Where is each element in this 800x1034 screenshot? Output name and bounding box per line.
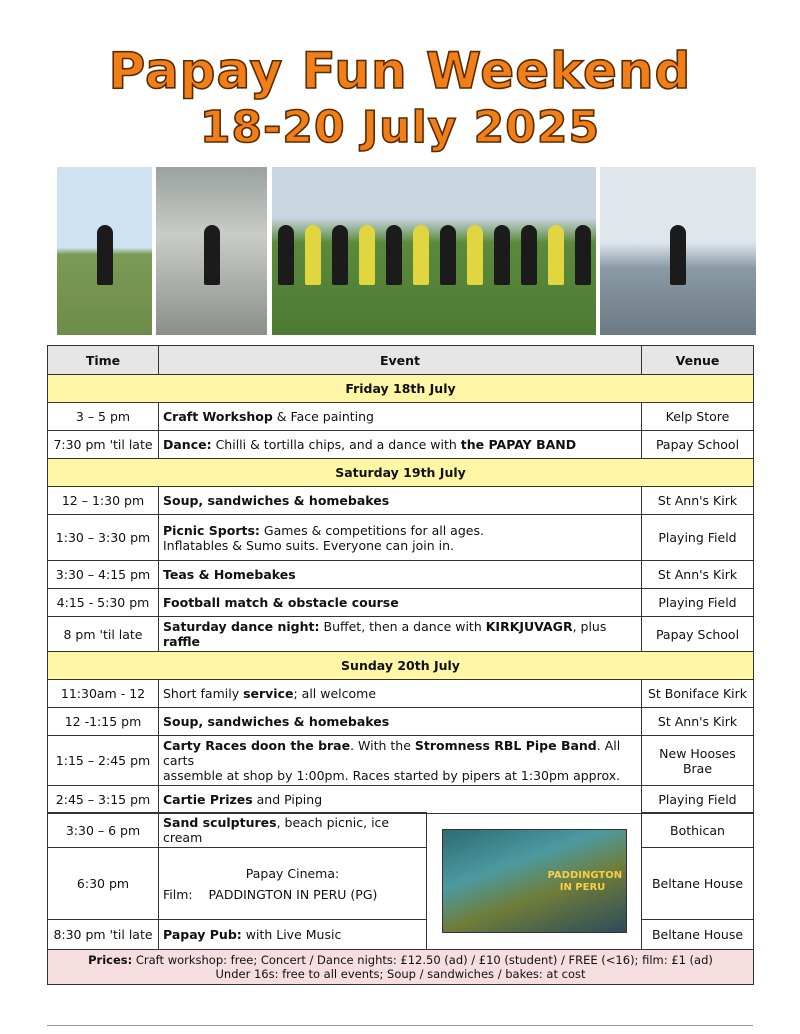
table-row: 8 pm 'til late Saturday dance night: Buffet, then a dance with KIRKJUVAGR, plus raffle Papay School — [48, 617, 754, 652]
photo-cart — [600, 167, 756, 335]
table-row: 3:30 – 4:15 pm Teas & Homebakes St Ann's Kirk — [48, 561, 754, 589]
table-row: 8:30 pm 'til late Papay Pub: with Live Music Beltane House — [48, 920, 754, 950]
table-row: 1:30 – 3:30 pm Picnic Sports: Games & competitions for all ages. Inflatables & Sumo suits. Everyone can join in. Playing Field — [48, 515, 754, 561]
paddington-poster: PADDINGTON IN PERU — [442, 829, 627, 933]
photo-football-team — [272, 167, 596, 335]
day-row-saturday: Saturday 19th July — [48, 459, 754, 487]
day-row-friday: Friday 18th July — [48, 375, 754, 403]
bottom-rule — [47, 1025, 753, 1026]
col-event-header: Event — [159, 346, 642, 375]
table-row: 7:30 pm 'til late Dance: Chilli & tortilla chips, and a dance with the PAPAY BAND Papay School — [48, 431, 754, 459]
table-row: 3 – 5 pm Craft Workshop & Face painting Kelp Store — [48, 403, 754, 431]
schedule-table — [47, 345, 754, 814]
table-row: 2:45 – 3:15 pm Cartie Prizes and Piping Playing Field — [48, 786, 754, 814]
table-header-row — [48, 346, 754, 375]
table-row: 1:15 – 2:45 pm Carty Races doon the brae. With the Stromness RBL Pipe Band. All carts assemble at shop by 1:00pm. Races started by pipers at 1:30pm approx. New Hooses Brae — [48, 736, 754, 786]
photo-kite — [57, 167, 152, 335]
table-row: 4:15 - 5:30 pm Football match & obstacle course Playing Field — [48, 589, 754, 617]
table-row: 11:30am - 12 Short family service; all welcome St Boniface Kirk — [48, 680, 754, 708]
title-line-1: Papay Fun Weekend — [108, 42, 692, 100]
col-time-header: Time — [48, 346, 159, 375]
table-row: 12 -1:15 pm Soup, sandwiches & homebakes St Ann's Kirk — [48, 708, 754, 736]
schedule-table-lower — [47, 812, 754, 985]
prices-row: Prices: Craft workshop: free; Concert / Dance nights: £12.50 (ad) / £10 (student) / FREE (<16); film: £1 (ad) Under 16s: free to all events; Soup / sandwiches / bakes: at cost — [48, 950, 754, 985]
col-venue-header: Venue — [642, 346, 754, 375]
table-row: 3:30 – 6 pm Sand sculptures, beach picnic, ice cream PADDINGTON IN PERU Bothican — [48, 813, 754, 848]
photo-sand-sculpture — [156, 167, 267, 335]
table-row: 6:30 pm Papay Cinema: Film: PADDINGTON IN PERU (PG) Beltane House — [48, 848, 754, 920]
title-line-2: 18-20 July 2025 — [199, 102, 601, 153]
day-row-sunday: Sunday 20th July — [48, 652, 754, 680]
table-row: 12 – 1:30 pm Soup, sandwiches & homebakes St Ann's Kirk — [48, 487, 754, 515]
